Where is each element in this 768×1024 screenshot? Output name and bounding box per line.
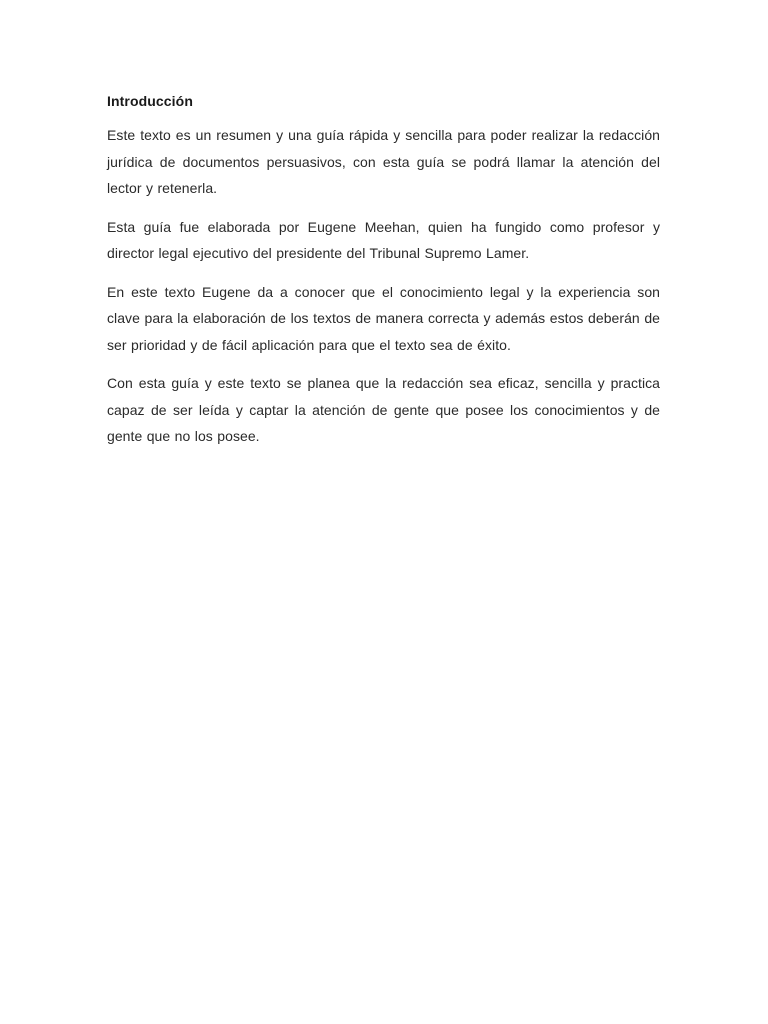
paragraph-4: Con esta guía y este texto se planea que la redacción sea eficaz, sencilla y practica capaz de ser leída y captar la atención de gente que posee los conocimientos y de gente que no los posee. xyxy=(107,375,660,444)
paragraph-2: Esta guía fue elaborada por Eugene Meehan, quien ha fungido como profesor y director legal ejecutivo del presidente del Tribunal Supremo Lamer. xyxy=(107,218,660,261)
paragraph-3: En este texto Eugene da a conocer que el conocimiento legal y la experiencia son clave para la elaboración de los textos de manera correcta y además estos deberán de ser prioridad y de fácil aplicación para que el texto sea de éxito. xyxy=(107,283,660,353)
section-heading: Introducción xyxy=(107,93,193,109)
paragraph-1: Este texto es un resumen y una guía rápida y sencilla para poder realizar la redacción jurídica de documentos persuasivos, con esta guía se podrá llamar la atención del lector y retenerla. xyxy=(107,127,660,196)
document-body xyxy=(107,88,660,462)
